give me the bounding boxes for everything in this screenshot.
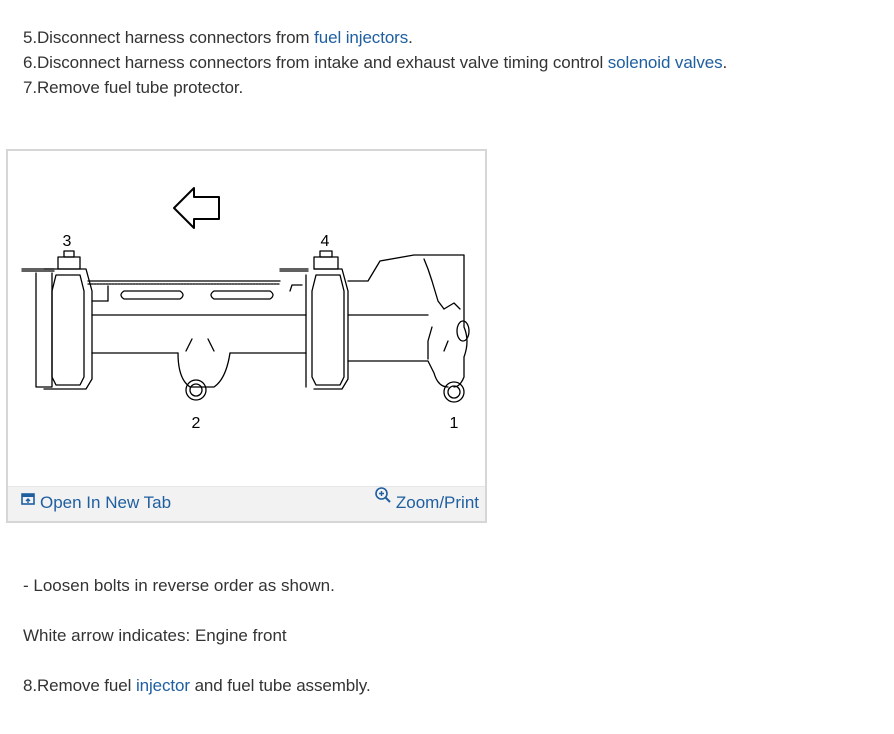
step-7 [23, 77, 243, 99]
step-5 [23, 27, 413, 49]
slot-right [211, 291, 273, 299]
figure-container [6, 149, 487, 523]
callout-1: 1 [449, 415, 459, 432]
callout-2: 2 [191, 415, 201, 432]
step-8-suffix: and fuel tube assembly. [189, 676, 371, 695]
open-new-tab-icon [20, 491, 36, 513]
step-8 [23, 675, 371, 697]
zoom-print-button[interactable] [374, 488, 479, 512]
step-5-text: 5.Disconnect harness connectors from [23, 28, 315, 47]
step-5-suffix: . [408, 28, 413, 47]
arrow-note: White arrow indicates: Engine front [23, 626, 287, 645]
step-8-text: 8.Remove fuel [23, 676, 136, 695]
slot-left [121, 291, 183, 299]
step-6-text: 6.Disconnect harness connectors from intake and exhaust valve timing control [23, 53, 608, 72]
callout-3: 3 [62, 233, 72, 250]
step-7-text: 7.Remove fuel tube protector. [23, 78, 244, 97]
zoom-print-label: Zoom/Print [395, 493, 479, 513]
solenoid-valves-link[interactable]: solenoid valves [607, 53, 723, 72]
fuel-rail-diagram [8, 151, 485, 487]
callout-4: 4 [320, 233, 330, 250]
zoom-plus-icon [374, 486, 392, 510]
figure-toolbar [8, 486, 485, 521]
fuel-injectors-link[interactable]: fuel injectors [314, 28, 409, 47]
engine-front-arrow-icon [174, 188, 219, 228]
injector-link[interactable]: injector [135, 676, 190, 695]
open-in-new-tab-button[interactable] [20, 492, 171, 515]
loosen-note: - Loosen bolts in reverse order as shown. [23, 576, 335, 595]
step-6 [23, 52, 727, 74]
step-6-suffix: . [722, 53, 728, 72]
open-in-new-tab-label: Open In New Tab [40, 493, 172, 512]
